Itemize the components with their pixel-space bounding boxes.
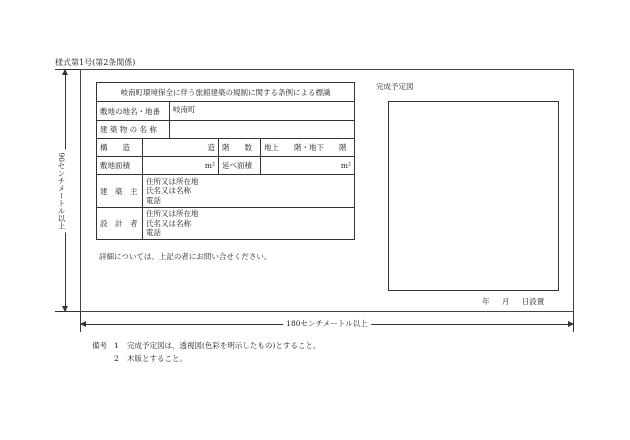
owner-address: 住所又は所在地 <box>146 176 199 186</box>
sign-title: 岐南町環境保全に伴う旅館建築の規制に関する条例による標識 <box>97 83 354 102</box>
preview-label: 完成予定図 <box>376 82 414 91</box>
installation-date: 年 月 日設置 <box>482 297 545 306</box>
structure-label: 構 造 <box>100 143 130 152</box>
floors-label: 階 数 <box>218 139 260 156</box>
owner-details <box>142 175 354 207</box>
owner-label: 建 築 主 <box>100 186 138 196</box>
site-label: 敷地の地名・地番 <box>100 106 160 116</box>
owner-row <box>97 175 354 208</box>
floor-area-label: 延べ面積 <box>218 157 260 174</box>
arrow-right-icon <box>568 321 574 327</box>
site-value: 岐南町 <box>169 102 354 120</box>
height-dimension-label: 90センチメートル以上 <box>56 149 67 232</box>
site-area-unit: m² <box>142 157 218 174</box>
height-tick-top <box>55 69 80 70</box>
designer-name: 氏名又は名称 <box>146 218 191 228</box>
preview-drawing-box <box>388 101 559 291</box>
remark-text: 木版とすること。 <box>127 354 187 363</box>
form-number-label: 様式第1号(第2条関係) <box>55 58 136 67</box>
designer-row <box>97 208 354 239</box>
width-dimension <box>80 319 574 329</box>
floor-area-unit: m² <box>260 157 354 174</box>
structure-row <box>97 139 354 157</box>
building-name-value <box>169 121 354 138</box>
site-row <box>97 102 354 121</box>
designer-phone: 電話 <box>146 228 161 238</box>
sign-table <box>96 82 355 240</box>
designer-details <box>142 208 354 239</box>
building-name-label: 建 築 物 の 名 称 <box>100 125 157 134</box>
remarks <box>92 339 320 365</box>
remark-item: 2 木版とすること。 <box>114 354 187 363</box>
site-area-label: 敷地面積 <box>100 161 130 170</box>
structure-unit: 造 <box>142 139 218 156</box>
remarks-heading: 備考 <box>92 341 107 350</box>
floors-value: 地上 階・地下 階 <box>260 139 354 156</box>
remark-text: 完成予定図は、透視図(色彩を明示したもの)とすること。 <box>127 341 321 350</box>
designer-label: 設 計 者 <box>100 219 138 228</box>
width-dimension-label: 180センチメートル以上 <box>283 318 371 329</box>
inquiry-note: 詳細については、上記の者にお問い合せください。 <box>99 252 272 261</box>
area-row <box>97 157 354 175</box>
owner-phone: 電話 <box>146 195 161 205</box>
building-name-row <box>97 121 354 139</box>
owner-name: 氏名又は名称 <box>146 186 191 196</box>
height-tick-bottom <box>55 311 80 312</box>
remark-item: 備考 1 完成予定図は、透視図(色彩を明示したもの)とすること。 <box>92 341 321 350</box>
arrow-left-icon <box>80 321 86 327</box>
designer-address: 住所又は所在地 <box>146 209 199 219</box>
height-dimension <box>57 69 70 312</box>
